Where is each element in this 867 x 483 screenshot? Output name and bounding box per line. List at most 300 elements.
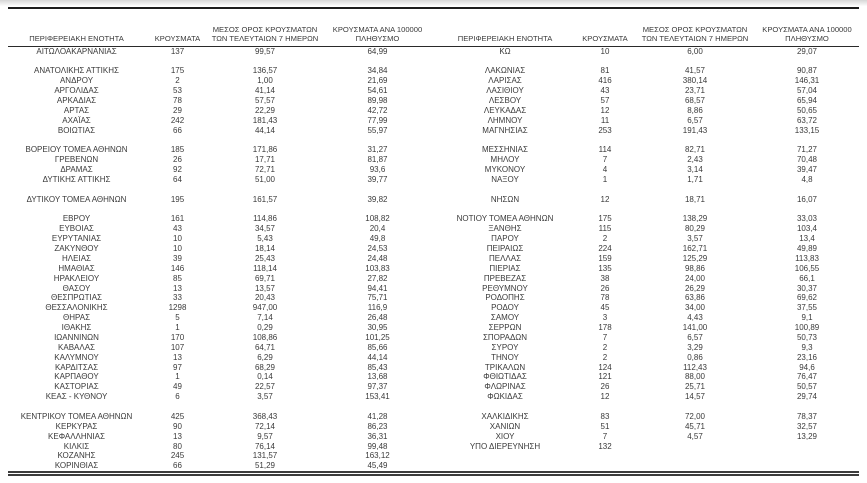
region-cell-right: ΣΕΡΡΩΝ: [488, 323, 522, 332]
per100k-cell-left: 39,77: [367, 174, 388, 184]
cases-cell-left: 10: [173, 244, 182, 253]
table-row: [8, 333, 859, 343]
avg7-cell-right: 88,00: [684, 372, 706, 382]
avg7-cell-left: 118,14: [253, 263, 277, 273]
avg7-cell-left: 57,57: [254, 95, 276, 105]
avg7-cell-left: 51,00: [254, 174, 276, 184]
per100k-cell-left: 24,53: [367, 244, 388, 253]
per100k-cell-left: 13,68: [367, 372, 388, 382]
region-cell-right: [435, 56, 575, 66]
region-cell-right: ΡΕΘΥΜΝΟΥ: [482, 283, 528, 293]
cases-cell-right: 114: [598, 145, 612, 155]
cases-cell-left: 6: [175, 392, 180, 402]
cases-cell-right: 51: [600, 421, 610, 431]
avg7-cell-right: 6,57: [687, 332, 703, 342]
avg7-cell-right: 14,57: [684, 392, 706, 402]
per100k-cell-right: 23,16: [796, 352, 818, 362]
region-cell-left: ΙΘΑΚΗΣ: [61, 323, 92, 332]
per100k-cell-left: 153,41: [365, 392, 390, 402]
avg7-cell-left: 6,29: [257, 352, 273, 362]
avg7-cell-right: 6,57: [687, 115, 703, 125]
per100k-cell-right: 50,65: [796, 105, 818, 115]
cases-cell-left: 49: [173, 382, 182, 392]
region-cell-right: ΛΕΥΚΑΔΑΣ: [483, 105, 527, 115]
region-cell-right: ΥΠΟ ΔΙΕΡΕΥΝΗΣΗ: [469, 441, 541, 451]
table-header: [8, 8, 859, 46]
avg7-cell-left: 34,57: [254, 224, 276, 234]
avg7-cell-right: [635, 205, 755, 215]
cases-cell-right: [575, 205, 635, 215]
cases-cell-left: 1: [175, 372, 180, 382]
table-row: [8, 244, 859, 254]
cases-cell-left: 43: [173, 224, 182, 234]
cases-cell-left: [145, 185, 210, 195]
region-cell-right: ΧΑΛΚΙΔΙΚΗΣ: [481, 411, 529, 421]
per100k-cell-right: 133,15: [794, 125, 820, 135]
avg7-cell-left: 0,14: [257, 372, 273, 382]
avg7-cell-left: [210, 135, 320, 145]
cases-cell-right: 12: [600, 392, 610, 402]
cases-cell-left: 161: [170, 214, 185, 224]
cases-cell-left: 80: [173, 441, 182, 451]
per100k-cell-left: [320, 205, 435, 215]
avg7-cell-right: 138,29: [682, 214, 708, 224]
region-cell-left: ΚΕΦΑΛΛΗΝΙΑΣ: [48, 431, 105, 441]
region-cell-left: ΕΒΡΟΥ: [62, 214, 91, 224]
table-row: [8, 432, 859, 442]
cases-cell-right: 38: [600, 273, 610, 283]
cases-cell-right: 26: [600, 382, 610, 392]
region-cell-left: ΑΡΚΑΔΙΑΣ: [56, 95, 97, 105]
cases-cell-left: 5: [175, 313, 180, 323]
table-row: [8, 451, 859, 461]
avg7-cell-left: 9,57: [257, 431, 273, 441]
cases-cell-right: 45: [600, 303, 610, 313]
per100k-cell-right: 66,1: [799, 273, 815, 283]
cases-cell-left: 146: [170, 263, 185, 273]
per100k-cell-right: 32,57: [796, 421, 818, 431]
cases-cell-left: 97: [173, 362, 182, 372]
table-row: [8, 126, 859, 136]
region-cell-left: ΘΕΣΣΑΛΟΝΙΚΗΣ: [45, 303, 108, 313]
per100k-cell-left: 101,25: [365, 332, 390, 342]
per100k-cell-left: [320, 402, 435, 412]
region-cell-right: ΠΑΡΟΥ: [491, 234, 519, 244]
avg7-cell-left: 44,14: [254, 125, 276, 135]
per100k-cell-right: 9,3: [801, 342, 813, 352]
avg7-cell-left: 18,14: [254, 244, 276, 253]
per100k-cell-right: 94,6: [799, 362, 815, 372]
avg7-cell-right: 1,71: [687, 174, 703, 184]
region-cell-left: ΙΩΑΝΝΙΝΩΝ: [54, 332, 99, 342]
per100k-cell-right: 100,89: [794, 323, 820, 332]
cases-cell-left: 85: [173, 273, 182, 283]
cases-cell-right: 83: [600, 411, 610, 421]
cases-cell-right: 12: [600, 194, 610, 204]
region-cell-right: ΠΙΕΡΙΑΣ: [489, 263, 521, 273]
per100k-cell-right: 29,74: [796, 392, 818, 402]
table-body: [8, 46, 859, 474]
per100k-cell-left: 41,28: [367, 411, 388, 421]
cases-cell-left: 107: [170, 342, 185, 352]
region-cell-left: ΚΕΡΚΥΡΑΣ: [55, 421, 98, 431]
per100k-cell-right: [755, 185, 859, 195]
per100k-cell-left: 97,37: [367, 382, 388, 392]
header-cases-left: ΚΡΟΥΣΜΑΤΑ: [145, 8, 210, 46]
region-cell-right: ΦΩΚΙΔΑΣ: [487, 392, 523, 402]
per100k-cell-right: 9,1: [801, 313, 813, 323]
avg7-cell-right: 41,57: [684, 66, 706, 76]
region-cell-right: ΞΑΝΘΗΣ: [488, 224, 522, 234]
per100k-cell-left: 54,61: [367, 86, 388, 95]
avg7-cell-left: 3,57: [257, 392, 273, 402]
region-cell-right: ΦΘΙΩΤΙΔΑΣ: [483, 372, 527, 382]
table-row: [8, 442, 859, 452]
per100k-cell-left: 108,82: [365, 214, 390, 224]
table-row: [8, 46, 859, 56]
region-cell-right: ΜΑΓΝΗΣΙΑΣ: [482, 125, 528, 135]
per100k-cell-left: 42,72: [367, 105, 388, 115]
cases-cell-right: 416: [598, 76, 612, 86]
per100k-cell-left: 116,9: [367, 303, 388, 313]
cases-cell-right: 78: [600, 293, 610, 303]
region-cell-left: ΚΕΝΤΡΙΚΟΥ ΤΟΜΕΑ ΑΘΗΝΩΝ: [20, 411, 133, 421]
avg7-cell-left: [210, 205, 320, 215]
region-cell-right: ΛΑΡΙΣΑΣ: [488, 76, 522, 86]
region-cell-right: ΜΕΣΣΗΝΙΑΣ: [482, 145, 528, 155]
per100k-cell-right: 65,94: [796, 95, 818, 105]
region-cell-left: ΗΜΑΘΙΑΣ: [58, 263, 95, 273]
region-cell-left: ΚΙΛΚΙΣ: [63, 441, 90, 451]
region-cell-right: ΧΑΝΙΩΝ: [489, 421, 521, 431]
header-avg7-left: ΜΕΣΟΣ ΟΡΟΣ ΚΡΟΥΣΜΑΤΩΝ ΤΩΝ ΤΕΛΕΥΤΑΙΩΝ 7 ΗΜΕΡΩΝ: [210, 8, 320, 46]
avg7-cell-left: 69,71: [254, 273, 276, 283]
cases-cell-right: 159: [598, 253, 612, 263]
per100k-cell-right: 103,4: [796, 224, 818, 234]
avg7-cell-left: 161,57: [252, 194, 278, 204]
avg7-cell-left: 1,00: [257, 76, 273, 86]
cases-cell-right: 178: [598, 323, 612, 332]
table-row: [8, 264, 859, 274]
region-cell-left: ΑΝΔΡΟΥ: [59, 76, 94, 86]
avg7-cell-right: 380,14: [682, 76, 708, 86]
region-cell-right: ΚΩ: [499, 46, 511, 56]
cases-cell-left: 137: [170, 46, 185, 56]
spacer-row: [8, 56, 859, 66]
avg7-cell-left: 99,57: [254, 46, 276, 56]
per100k-cell-left: 21,69: [367, 76, 388, 86]
region-cell-right: [435, 402, 575, 412]
avg7-cell-left: 76,14: [254, 441, 276, 451]
table-row: [8, 145, 859, 155]
table-row: [8, 66, 859, 76]
cases-cell-left: 425: [170, 411, 185, 421]
avg7-cell-right: 2,43: [687, 155, 703, 165]
region-cell-right: ΣΠΟΡΑΔΩΝ: [482, 332, 528, 342]
cases-cell-left: 29: [173, 105, 182, 115]
table-row: [8, 116, 859, 126]
cases-cell-left: [145, 135, 210, 145]
table-row: [8, 313, 859, 323]
cases-cell-right: [575, 135, 635, 145]
region-cell-right: ΠΕΛΛΑΣ: [488, 253, 522, 263]
region-cell-left: ΚΑΛΥΜΝΟΥ: [54, 352, 99, 362]
spacer-row: [8, 205, 859, 215]
per100k-cell-left: 24,48: [367, 253, 388, 263]
spacer-row: [8, 402, 859, 412]
per100k-cell-right: 57,04: [796, 86, 818, 95]
per100k-cell-left: 30,95: [367, 323, 388, 332]
avg7-cell-left: 947,00: [252, 303, 278, 313]
per100k-cell-right: 76,47: [796, 372, 818, 382]
table-row: [8, 155, 859, 165]
table-row: [8, 343, 859, 353]
table-row: [8, 392, 859, 402]
header-region-right: ΠΕΡΙΦΕΡΕΙΑΚΗ ΕΝΟΤΗΤΑ: [435, 8, 575, 46]
region-cell-left: ΚΑΡΠΑΘΟΥ: [54, 372, 99, 382]
per100k-cell-right: 13,29: [796, 431, 818, 441]
per100k-cell-right: 49,89: [796, 244, 818, 253]
header-region-left: ΠΕΡΙΦΕΡΕΙΑΚΗ ΕΝΟΤΗΤΑ: [8, 8, 145, 46]
avg7-cell-left: 17,71: [254, 155, 276, 165]
cases-cell-right: 175: [598, 214, 612, 224]
per100k-cell-right: 106,55: [794, 263, 820, 273]
cases-cell-left: 175: [170, 66, 185, 76]
table-row: [8, 214, 859, 224]
per100k-cell-right: 113,83: [795, 253, 819, 263]
per100k-cell-left: 34,84: [367, 66, 388, 76]
table-row: [8, 382, 859, 392]
cases-cell-left: 10: [173, 234, 182, 244]
region-cell-left: [8, 56, 145, 66]
avg7-cell-right: 191,43: [682, 125, 708, 135]
table-row: [8, 363, 859, 373]
region-cell-left: ΓΡΕΒΕΝΩΝ: [54, 155, 99, 165]
avg7-cell-right: 72,00: [684, 411, 706, 421]
cases-cell-left: 39: [173, 253, 182, 263]
cases-cell-right: [575, 402, 635, 412]
cases-cell-left: 185: [170, 145, 185, 155]
avg7-cell-right: 125,29: [682, 253, 708, 263]
avg7-cell-left: 136,57: [252, 66, 278, 76]
region-cell-left: [8, 135, 145, 145]
region-cell-left: [8, 185, 145, 195]
avg7-cell-left: 72,14: [254, 421, 276, 431]
cases-cell-right: 4: [602, 165, 608, 174]
spacer-row: [8, 135, 859, 145]
table-row: [8, 372, 859, 382]
cases-cell-right: 57: [600, 95, 610, 105]
per100k-cell-left: [320, 56, 435, 66]
cases-cell-left: 2: [175, 76, 180, 86]
region-cell-right: ΤΡΙΚΑΛΩΝ: [484, 362, 526, 372]
table-row: [8, 303, 859, 313]
region-cell-right: ΝΗΣΩΝ: [490, 194, 520, 204]
table-row: [8, 323, 859, 333]
region-cell-left: ΘΑΣΟΥ: [62, 283, 91, 293]
avg7-cell-right: 141,00: [682, 323, 708, 332]
region-cell-right: ΠΡΕΒΕΖΑΣ: [483, 273, 527, 283]
per100k-cell-right: [755, 402, 859, 412]
region-cell-left: ΔΡΑΜΑΣ: [60, 165, 93, 174]
table-row: [8, 86, 859, 96]
region-cell-right: [435, 135, 575, 145]
cases-cell-right: 253: [598, 125, 612, 135]
per100k-cell-right: [755, 442, 859, 452]
region-cell-left: ΕΥΡΥΤΑΝΙΑΣ: [51, 234, 102, 244]
avg7-cell-right: 0,86: [687, 352, 703, 362]
cases-cell-right: [575, 461, 635, 473]
avg7-cell-left: 7,14: [257, 313, 273, 323]
avg7-cell-left: 22,29: [254, 105, 276, 115]
per100k-cell-right: 37,55: [796, 303, 818, 313]
avg7-cell-left: 64,71: [254, 342, 276, 352]
per100k-cell-right: 69,62: [796, 293, 818, 303]
table-row: [8, 293, 859, 303]
cases-cell-right: 2: [602, 234, 608, 244]
avg7-cell-left: 131,57: [252, 451, 278, 461]
per100k-cell-right: 30,37: [796, 283, 818, 293]
per100k-cell-right: 13,4: [799, 234, 815, 244]
region-cell-right: ΡΟΔΟΠΗΣ: [485, 293, 525, 303]
cases-cell-left: 66: [173, 125, 182, 135]
region-cell-left: ΑΝΑΤΟΛΙΚΗΣ ΑΤΤΙΚΗΣ: [34, 66, 119, 76]
per100k-cell-left: 86,23: [367, 421, 388, 431]
per100k-cell-left: 85,43: [367, 362, 388, 372]
per100k-cell-left: 45,49: [367, 461, 388, 471]
avg7-cell-left: 114,86: [253, 214, 277, 224]
region-cell-left: ΔΥΤΙΚΗΣ ΑΤΤΙΚΗΣ: [42, 174, 111, 184]
avg7-cell-right: 98,86: [684, 263, 706, 273]
per100k-cell-left: 75,71: [367, 293, 388, 303]
table-row: [8, 254, 859, 264]
region-cell-right: ΦΛΩΡΙΝΑΣ: [484, 382, 526, 392]
per100k-cell-right: 16,07: [796, 194, 818, 204]
per100k-cell-left: 94,41: [367, 283, 388, 293]
region-cell-left: ΑΡΤΑΣ: [63, 105, 90, 115]
cases-cell-left: 53: [173, 86, 182, 95]
spacer-row: [8, 185, 859, 195]
per100k-cell-left: 64,99: [367, 46, 388, 56]
region-cell-left: [8, 402, 145, 412]
per100k-cell-left: 36,31: [367, 431, 388, 441]
cases-cell-right: [575, 56, 635, 66]
avg7-cell-right: 3,14: [687, 165, 703, 174]
cases-cell-right: 3: [602, 313, 608, 323]
avg7-cell-right: 6,00: [687, 46, 703, 56]
avg7-cell-right: 80,29: [684, 224, 706, 234]
region-cell-right: ΠΕΙΡΑΙΩΣ: [486, 244, 524, 253]
per100k-cell-left: 93,6: [369, 165, 386, 174]
per100k-cell-left: [320, 185, 435, 195]
per100k-cell-right: 71,27: [796, 145, 818, 155]
per100k-cell-right: 4,8: [801, 174, 813, 184]
cases-cell-left: 242: [170, 115, 185, 125]
per100k-cell-left: 31,27: [367, 145, 388, 155]
per100k-cell-left: 85,66: [367, 342, 388, 352]
avg7-cell-left: 108,86: [252, 332, 278, 342]
cases-cell-left: 13: [173, 352, 182, 362]
region-cell-left: ΑΡΓΟΛΙΔΑΣ: [54, 86, 99, 95]
region-cell-left: ΗΛΕΙΑΣ: [62, 253, 91, 263]
cases-cell-left: 170: [170, 332, 185, 342]
per100k-cell-right: 50,73: [796, 332, 818, 342]
cases-cell-right: 81: [600, 66, 610, 76]
region-cell-right: ΛΗΜΝΟΥ: [487, 115, 523, 125]
avg7-cell-right: [635, 451, 755, 461]
cases-cell-right: 12: [600, 105, 610, 115]
region-cell-left: ΒΟΙΩΤΙΑΣ: [57, 125, 96, 135]
avg7-cell-left: 68,29: [254, 362, 276, 372]
avg7-cell-right: 18,71: [684, 194, 706, 204]
avg7-cell-right: 3,57: [687, 234, 703, 244]
avg7-cell-right: [635, 185, 755, 195]
cases-cell-right: 1: [602, 174, 608, 184]
avg7-cell-left: 171,86: [252, 145, 278, 155]
per100k-cell-right: 63,72: [796, 115, 818, 125]
per100k-cell-left: 77,99: [367, 115, 388, 125]
region-cell-left: ΚΑΣΤΟΡΙΑΣ: [54, 382, 99, 392]
per100k-cell-right: 70,48: [796, 155, 818, 165]
per100k-cell-left: 99,48: [367, 441, 388, 451]
cases-cell-left: 13: [173, 283, 182, 293]
cases-cell-right: [575, 451, 635, 461]
cases-cell-right: 7: [602, 431, 608, 441]
header-avg7-right: ΜΕΣΟΣ ΟΡΟΣ ΚΡΟΥΣΜΑΤΩΝ ΤΩΝ ΤΕΛΕΥΤΑΙΩΝ 7 ΗΜΕΡΩΝ: [635, 8, 755, 46]
cases-cell-left: 66: [173, 461, 182, 471]
cases-cell-left: 92: [173, 165, 182, 174]
avg7-cell-right: 63,86: [684, 293, 706, 303]
cases-cell-left: 245: [170, 451, 185, 461]
region-cell-right: [435, 205, 575, 215]
table-row: [8, 461, 859, 473]
avg7-cell-right: 25,71: [684, 382, 706, 392]
cases-cell-right: 2: [602, 342, 608, 352]
avg7-cell-left: 51,29: [254, 461, 276, 471]
cases-cell-left: 195: [170, 194, 185, 204]
region-cell-right: ΜΗΛΟΥ: [490, 155, 520, 165]
cases-cell-left: [145, 56, 210, 66]
cases-cell-left: 13: [173, 431, 182, 441]
table-row: [8, 284, 859, 294]
avg7-cell-right: 45,71: [684, 421, 706, 431]
cases-cell-left: 64: [173, 174, 182, 184]
region-cell-right: ΧΙΟΥ: [495, 431, 515, 441]
avg7-cell-right: 24,00: [684, 273, 706, 283]
avg7-cell-right: 3,29: [687, 342, 703, 352]
region-cell-left: ΘΕΣΠΡΩΤΙΑΣ: [51, 293, 102, 303]
table-row: [8, 353, 859, 363]
per100k-cell-left: [320, 135, 435, 145]
table-row: [8, 422, 859, 432]
cases-cell-left: 33: [173, 293, 182, 303]
per100k-cell-left: 39,82: [367, 194, 388, 204]
avg7-cell-left: 5,43: [257, 234, 273, 244]
avg7-cell-left: [210, 56, 320, 66]
cases-cell-right: 10: [600, 46, 610, 56]
avg7-cell-right: [635, 442, 755, 452]
region-cell-right: ΝΟΤΙΟΥ ΤΟΜΕΑ ΑΘΗΝΩΝ: [456, 214, 554, 224]
avg7-cell-right: 68,57: [684, 95, 706, 105]
region-cell-left: ΑΙΤΩΛΟΑΚΑΡΝΑΝΙΑΣ: [36, 46, 117, 56]
table-row: [8, 106, 859, 116]
table-row: [8, 195, 859, 205]
region-cell-left: ΔΥΤΙΚΟΥ ΤΟΜΕΑ ΑΘΗΝΩΝ: [26, 194, 127, 204]
header-per100k-right: ΚΡΟΥΣΜΑΤΑ ΑΝΑ 100000 ΠΛΗΘΥΣΜΟ: [755, 8, 859, 46]
region-cell-left: ΒΟΡΕΙΟΥ ΤΟΜΕΑ ΑΘΗΝΩΝ: [25, 145, 128, 155]
cases-cell-right: 11: [600, 115, 610, 125]
table-row: [8, 96, 859, 106]
